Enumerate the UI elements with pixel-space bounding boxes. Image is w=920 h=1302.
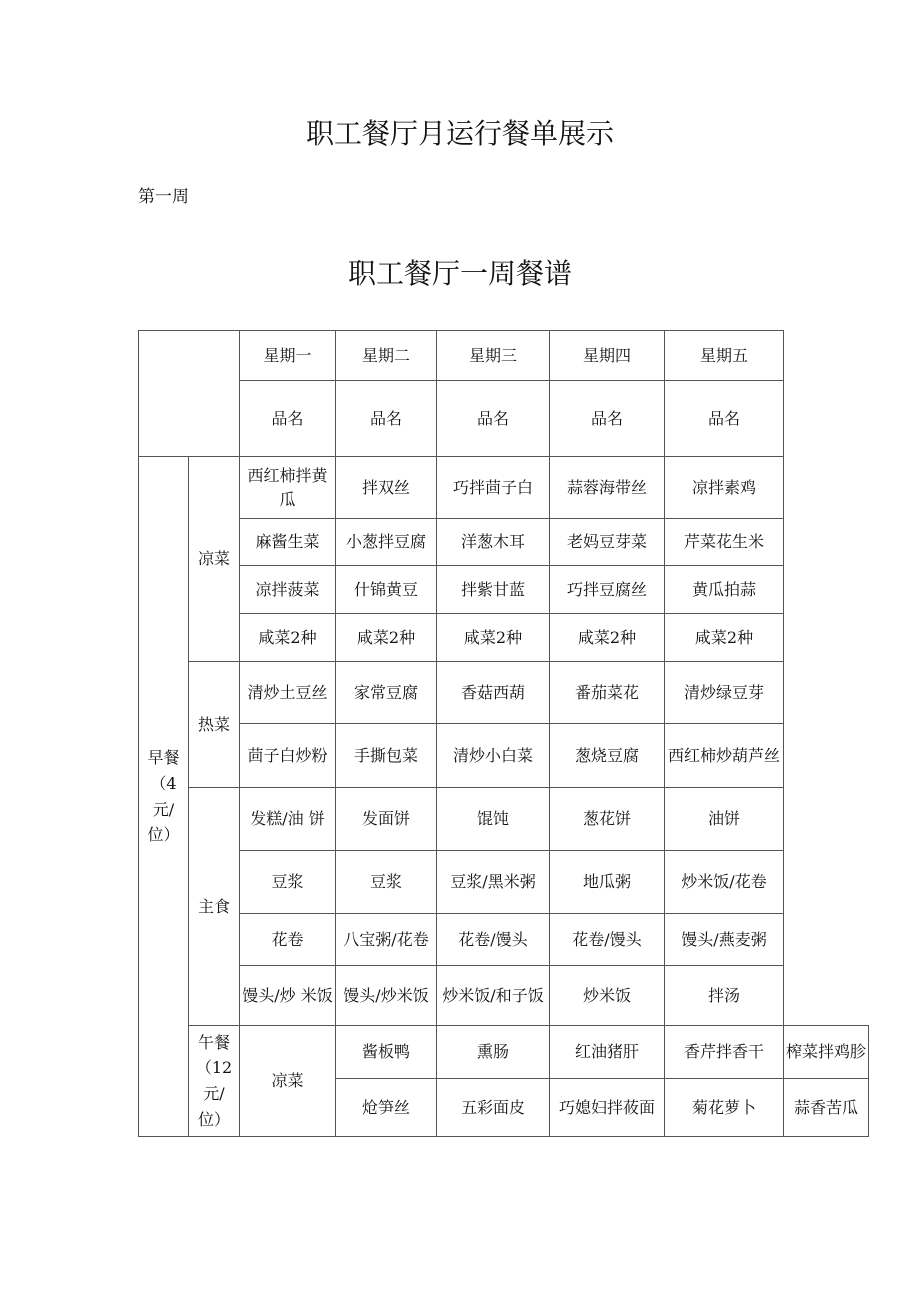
dish-cell: 洋葱木耳 (437, 519, 550, 566)
meal-price: 位） (197, 1109, 230, 1129)
dish-cell: 炒米饭/和子饭 (437, 966, 550, 1026)
dish-cell: 手撕包菜 (336, 724, 437, 788)
item-header: 品名 (437, 381, 550, 457)
table-row (139, 566, 869, 614)
dish-cell: 馒头/燕麦粥 (665, 914, 784, 966)
dish-cell: 清炒土豆丝 (240, 662, 336, 724)
dish-cell: 咸菜2种 (437, 614, 550, 662)
dish-cell: 番茄菜花 (550, 662, 665, 724)
dish-cell: 馄饨 (437, 788, 550, 851)
item-header: 品名 (240, 381, 336, 457)
dish-cell: 蒜蓉海带丝 (550, 457, 665, 519)
dish-cell: 凉拌菠菜 (240, 566, 336, 614)
category-staple: 主食 (189, 788, 240, 1026)
dish-cell: 麻酱生菜 (240, 519, 336, 566)
table-row (139, 662, 869, 724)
dish-cell: 豆浆 (240, 851, 336, 914)
meal-name: 午餐 (197, 1032, 230, 1052)
dish-cell: 家常豆腐 (336, 662, 437, 724)
dish-cell: 八宝粥/花卷 (336, 914, 437, 966)
table-row (139, 457, 869, 519)
dish-cell: 葱花饼 (550, 788, 665, 851)
table-row (139, 851, 869, 914)
day-header: 星期二 (336, 331, 437, 381)
weekly-menu-table (138, 330, 869, 1137)
dish-cell: 小葱拌豆腐 (336, 519, 437, 566)
dish-cell: 老妈豆芽菜 (550, 519, 665, 566)
meal-price: （12 (195, 1058, 233, 1078)
dish-cell: 咸菜2种 (240, 614, 336, 662)
dish-cell: 油饼 (665, 788, 784, 851)
day-header: 星期三 (437, 331, 550, 381)
dish-cell: 咸菜2种 (336, 614, 437, 662)
dish-cell: 咸菜2种 (550, 614, 665, 662)
dish-cell: 发糕/油 饼 (240, 788, 336, 851)
dish-cell: 西红柿炒葫芦丝 (665, 724, 784, 788)
category-cold: 凉菜 (189, 457, 240, 662)
table-row (139, 788, 869, 851)
table-row (139, 1026, 869, 1079)
meal-lunch (189, 1026, 240, 1137)
table-row (139, 724, 869, 788)
day-header-row (139, 331, 869, 381)
category-cold: 凉菜 (240, 1026, 336, 1137)
dish-cell: 芹菜花生米 (665, 519, 784, 566)
dish-cell: 拌汤 (665, 966, 784, 1026)
dish-cell: 地瓜粥 (550, 851, 665, 914)
dish-cell: 巧拌豆腐丝 (550, 566, 665, 614)
dish-cell: 凉拌素鸡 (665, 457, 784, 519)
category-hot: 热菜 (189, 662, 240, 788)
table-row (139, 966, 869, 1026)
day-header: 星期五 (665, 331, 784, 381)
dish-cell: 香芹拌香干 (665, 1026, 784, 1079)
dish-cell: 炒米饭/花卷 (665, 851, 784, 914)
dish-cell: 花卷/馒头 (550, 914, 665, 966)
dish-cell: 榨菜拌鸡胗 (784, 1026, 869, 1079)
dish-cell: 豆浆 (336, 851, 437, 914)
item-header: 品名 (665, 381, 784, 457)
dish-cell: 菊花萝卜 (665, 1079, 784, 1137)
dish-cell: 熏肠 (437, 1026, 550, 1079)
dish-cell: 炒米饭 (550, 966, 665, 1026)
dish-cell: 拌紫甘蓝 (437, 566, 550, 614)
dish-cell: 豆浆/黑米粥 (437, 851, 550, 914)
dish-cell: 咸菜2种 (665, 614, 784, 662)
dish-cell: 清炒小白菜 (437, 724, 550, 788)
item-header: 品名 (336, 381, 437, 457)
corner-cell (139, 331, 240, 457)
item-header: 品名 (550, 381, 665, 457)
dish-cell: 巧拌茴子白 (437, 457, 550, 519)
item-header-row (139, 381, 869, 457)
meal-price: （4 (150, 773, 177, 793)
dish-cell: 五彩面皮 (437, 1079, 550, 1137)
dish-cell: 红油猪肝 (550, 1026, 665, 1079)
dish-cell: 香菇西葫 (437, 662, 550, 724)
dish-cell: 炝笋丝 (336, 1079, 437, 1137)
dish-cell: 馒头/炒 米饭 (240, 966, 336, 1026)
dish-cell: 茴子白炒粉 (240, 724, 336, 788)
dish-cell: 花卷 (240, 914, 336, 966)
dish-cell: 拌双丝 (336, 457, 437, 519)
dish-cell: 酱板鸭 (336, 1026, 437, 1079)
table-row (139, 614, 869, 662)
meal-price: 元/ (203, 1084, 225, 1103)
document-title: 职工餐厅月运行餐单展示 (305, 117, 614, 150)
meal-price: 元/ (152, 799, 175, 819)
day-header: 星期一 (240, 331, 336, 381)
dish-cell: 巧媳妇拌莜面 (550, 1079, 665, 1137)
dish-cell: 清炒绿豆芽 (665, 662, 784, 724)
table-row (139, 914, 869, 966)
dish-cell: 花卷/馒头 (437, 914, 550, 966)
dish-cell: 黄瓜拍蒜 (665, 566, 784, 614)
dish-cell: 发面饼 (336, 788, 437, 851)
meal-breakfast (139, 457, 189, 1137)
menu-title: 职工餐厅一周餐谱 (347, 257, 572, 290)
dish-cell: 馒头/炒米饭 (336, 966, 437, 1026)
meal-price: 位） (147, 825, 180, 845)
dish-cell: 什锦黄豆 (336, 566, 437, 614)
dish-cell: 西红柿拌黄瓜 (240, 457, 336, 519)
meal-name: 早餐 (147, 748, 180, 768)
dish-cell: 蒜香苦瓜 (784, 1079, 869, 1137)
table-row (139, 519, 869, 566)
day-header: 星期四 (550, 331, 665, 381)
week-label: 第一周 (138, 187, 189, 207)
dish-cell: 葱烧豆腐 (550, 724, 665, 788)
